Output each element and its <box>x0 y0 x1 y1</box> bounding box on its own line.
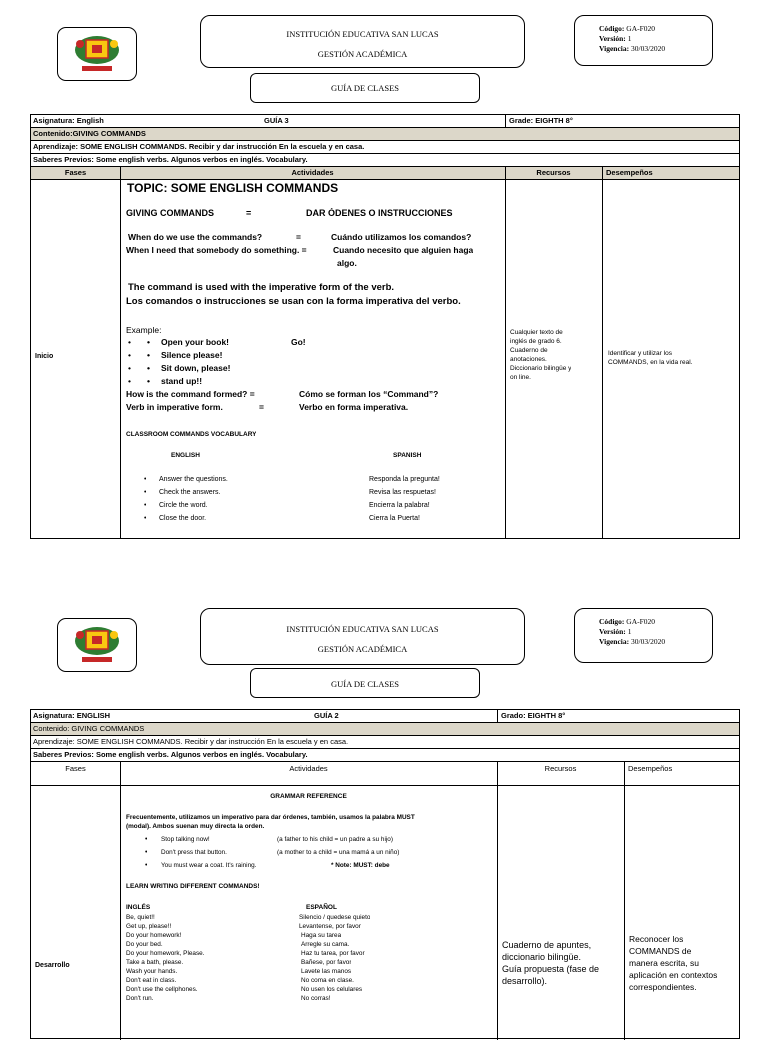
command-es: No coma en clase. <box>301 977 354 984</box>
version-value: 1 <box>627 627 632 636</box>
asignatura-row <box>31 710 739 723</box>
recursos-line: on line. <box>510 374 531 381</box>
col-desempenos: Desempeños <box>606 168 653 177</box>
codigo-label: Código: <box>599 617 625 626</box>
rule-en: The command is used with the imperative form of the verb. <box>128 282 395 293</box>
school-logo <box>57 27 137 81</box>
asignatura: Asignatura: ENGLISH <box>33 711 111 720</box>
version-value: 1 <box>627 34 632 43</box>
col-fases: Fases <box>64 168 87 177</box>
grammar-example-en: Stop talking now! <box>161 836 210 843</box>
grammar-example-es: (a mother to a child = una mamá a un niño) <box>277 849 400 856</box>
institution-name: INSTITUCIÓN EDUCATIVA SAN LUCAS <box>286 624 439 634</box>
institution-name: INSTITUCIÓN EDUCATIVA SAN LUCAS <box>286 29 439 39</box>
desempenos-line: manera escrita, su <box>629 958 699 968</box>
verb-es: Verbo en forma imperativa. <box>299 402 409 412</box>
verb-en: Verb in imperative form. <box>126 402 223 412</box>
col-actividades: Actividades <box>291 168 334 177</box>
intro-line: (modal). Ambos suenan muy directa la orden. <box>126 823 265 830</box>
guia-title: GUÍA DE CLASES <box>330 679 399 689</box>
asignatura: Asignatura: English <box>33 116 104 125</box>
guia-number: GUÍA 2 <box>314 711 339 720</box>
guia-title-box <box>250 668 480 698</box>
contenido-row: Contenido:GIVING COMMANDS <box>31 128 739 141</box>
command-es: Haz tu tarea, por favor <box>301 950 365 957</box>
institution-title-box <box>200 608 525 665</box>
asignatura-row <box>31 115 739 128</box>
desempenos-line: aplicación en contextos <box>629 970 718 980</box>
vocab-en: Close the door. <box>159 515 207 522</box>
guide-3-table: Asignatura: English GUÍA 3 Grade: EIGHTH 8° Contenido:GIVING COMMANDS Aprendizaje: SOME ENGLISH COMMANDS. Recibir y dar instrucción En la escuela y en casa. Saberes Previos: Some english verbs. Algunos verbos en inglés. Vocabulary. Fases Actividades Recursos Desempeños Inicio TOPIC: SOME ENGLISH COMMANDS GIVING COMMANDS = DAR ÓDENES O INSTRUCCIONES When do we use the commands? = Cuándo utilizamos los comandos? When I need that somebody do something. = Cuando necesito que alguien haga algo. The command is used with the imperative form of the verb. Los comandos o instrucciones se usan con la forma imperativa del verbo. Example: • Open your book! Go! • Silence please! • Sit down, please! • stand up!! • • • • How is the command formed? = Cómo se forman los “Command”? Verb in imperative form. = Verbo en forma imperativa. CLASSROOM COMMANDS VOCABULARY ENGLISH SPANISH • Answer the questions. Responda la pregunta! • Check the answers. Revisa las respuetas! • Circle the word. Encierra la palabra! • Close the door. Cierra la Puerta! Cualquier texto de inglés de grado 6. Cuaderno de anotaciones. Diccionario bilingüe y on line. Identificar y utilizar los COMMANDS, en la vida real. <box>30 114 740 539</box>
formed-es: Cómo se forman los “Command”? <box>299 389 439 399</box>
recursos-line: Diccionario bilingüe y <box>510 365 572 372</box>
grammar-example-en: Don't press that button. <box>161 849 227 856</box>
desempenos-line: COMMANDS de <box>629 946 692 956</box>
rule-es: Los comandos o instrucciones se usan con la forma imperativa del verbo. <box>126 296 461 307</box>
command-es: Bañese, por favor <box>301 959 352 966</box>
guia-title-box <box>250 73 480 103</box>
command-en: Do your homework, Please. <box>126 950 205 957</box>
example-item: • Open your book! <box>161 337 229 348</box>
codigo-value: GA-F020 <box>626 24 656 33</box>
col-desempenos: Desempeños <box>628 764 673 773</box>
command-es: No usen los celulares <box>301 986 363 993</box>
vocab-es: Responda la pregunta! <box>369 476 440 483</box>
intro-line: Frecuentemente, utilizamos un imperativo para dar órdenes, también, usamos la palabra MUST <box>126 814 415 821</box>
grade: Grado: EIGHTH 8° <box>501 711 566 720</box>
commands-col-en: INGLÉS <box>126 904 151 911</box>
question-2-es-2: algo. <box>337 258 357 268</box>
col-actividades: Actividades <box>289 764 328 773</box>
col-recursos: Recursos <box>544 764 577 773</box>
recursos-line: diccionario bilingüe. <box>502 952 582 962</box>
example-item: • Sit down, please! <box>161 363 230 374</box>
formed-en: How is the command formed? = <box>126 389 255 399</box>
aprendizaje-row: Aprendizaje: SOME ENGLISH COMMANDS. Recibir y dar instrucción En la escuela y en casa. <box>31 736 739 749</box>
vocab-en: Check the answers. <box>159 489 221 496</box>
topic-heading: TOPIC: SOME ENGLISH COMMANDS <box>127 181 339 195</box>
vigencia-value: 30/03/2020 <box>631 44 666 53</box>
command-es: Levantense, por favor <box>299 923 361 930</box>
command-en: Wash your hands. <box>126 968 178 975</box>
command-en: Be, quiet!! <box>126 914 155 921</box>
recursos-line: Cuaderno de <box>510 347 548 354</box>
recursos-line: Guía propuesta (fase de <box>502 964 600 974</box>
giving-en: GIVING COMMANDS <box>126 208 215 218</box>
giving-eq: = <box>246 208 252 218</box>
vigencia-value: 30/03/2020 <box>631 637 666 646</box>
command-en: Get up, please!! <box>126 923 172 930</box>
grammar-example-es: (a father to his child = un padre a su hijo) <box>277 836 393 843</box>
example-label: Example: <box>126 325 162 335</box>
column-header-row <box>31 762 739 786</box>
document-code-box <box>574 608 713 663</box>
command-es: No corras! <box>301 995 331 1002</box>
version-label: Versión: <box>599 34 626 43</box>
command-en: Don't use the cellphones. <box>126 986 198 993</box>
col-recursos: Recursos <box>536 168 571 177</box>
institution-title-box <box>200 15 525 68</box>
example-item: • stand up!! <box>161 376 202 387</box>
giving-es: DAR ÓDENES O INSTRUCCIONES <box>306 208 453 218</box>
grammar-example-en: You must wear a coat. It's raining. <box>161 862 257 869</box>
grammar-note: * Note: MUST: debe <box>331 862 390 869</box>
document-code-box <box>574 15 713 66</box>
desempenos-line: correspondientes. <box>629 982 697 992</box>
school-crest-icon <box>58 619 136 671</box>
school-logo <box>57 618 137 672</box>
vocab-en: Answer the questions. <box>159 476 228 483</box>
vocab-en-header: ENGLISH <box>171 452 200 459</box>
codigo-label: Código: <box>599 24 625 33</box>
grade: Grade: EIGHTH 8° <box>509 116 573 125</box>
command-en: Do your bed. <box>126 941 163 948</box>
saberes-row: Saberes Previos: Some english verbs. Algunos verbos en inglés. Vocabulary. <box>31 154 739 167</box>
desempenos-line: Identificar y utilizar los <box>608 350 672 357</box>
school-crest-icon <box>58 28 136 80</box>
command-es: Silencio / quedese quieto <box>299 914 371 921</box>
vigencia-label: Vigencia: <box>599 637 630 646</box>
fase-inicio: Inicio <box>35 353 54 360</box>
question-1-en: When do we use the commands? <box>128 232 263 242</box>
vigencia-label: Vigencia: <box>599 44 630 53</box>
vocab-es-header: SPANISH <box>393 452 422 459</box>
department-name: GESTIÓN ACADÉMICA <box>317 644 408 654</box>
department-name: GESTIÓN ACADÉMICA <box>317 49 408 59</box>
desempenos-line: Reconocer los <box>629 934 684 944</box>
contenido-row: Contenido: GIVING COMMANDS <box>31 723 739 736</box>
command-es: Arregle su cama. <box>301 941 350 948</box>
command-en: Take a bath, please. <box>126 959 184 966</box>
aprendizaje-row: Aprendizaje: SOME ENGLISH COMMANDS. Recibir y dar instrucción En la escuela y en casa. <box>31 141 739 154</box>
vocab-title: CLASSROOM COMMANDS VOCABULARY <box>126 431 257 438</box>
col-fases: Fases <box>65 764 86 773</box>
example-item: • Silence please! <box>161 350 222 361</box>
verb-eq: = <box>259 402 264 412</box>
question-2-en: When I need that somebody do something. = <box>126 245 307 255</box>
recursos-line: Cualquier texto de <box>510 329 563 336</box>
vocab-es: Encierra la palabra! <box>369 502 430 509</box>
vocab-en: Circle the word. <box>159 502 208 509</box>
fase-desarrollo: Desarrollo <box>35 962 70 969</box>
column-header-row <box>31 167 739 180</box>
commands-col-es: ESPAÑOL <box>306 904 337 911</box>
question-1-es: Cuándo utilizamos los comandos? <box>331 232 472 242</box>
saberes-row: Saberes Previos: Some english verbs. Algunos verbos en inglés. Vocabulary. <box>31 749 739 762</box>
desempenos-line: COMMANDS, en la vida real. <box>608 359 693 366</box>
codigo-value: GA-F020 <box>626 617 656 626</box>
question-2-es-1: Cuando necesito que alguien haga <box>333 245 474 255</box>
command-es: Haga su tarea <box>301 932 342 939</box>
recursos-line: anotaciones. <box>510 356 547 363</box>
example-go: Go! <box>291 337 306 347</box>
guia-number: GUÍA 3 <box>264 116 289 125</box>
command-en: Don't run. <box>126 995 154 1002</box>
command-en: Don't eat in class. <box>126 977 177 984</box>
command-en: Do your homework! <box>126 932 182 939</box>
vocab-es: Revisa las respuetas! <box>369 489 436 496</box>
learn-title: LEARN WRITING DIFFERENT COMMANDS! <box>126 883 260 890</box>
command-es: Lavete las manos <box>301 968 352 975</box>
recursos-line: desarrollo). <box>502 976 548 986</box>
grammar-title: GRAMMAR REFERENCE <box>270 793 347 800</box>
recursos-line: Cuaderno de apuntes, <box>502 940 592 950</box>
vocab-es: Cierra la Puerta! <box>369 515 420 522</box>
guide-2-table: Asignatura: ENGLISH GUÍA 2 Grado: EIGHTH 8° Contenido: GIVING COMMANDS Aprendizaje: SOME ENGLISH COMMANDS. Recibir y dar instrucción En la escuela y en casa. Saberes Previos: Some english verbs. Algunos verbos en inglés. Vocabulary. Fases Actividades Recursos Desempeños Desarrollo GRAMMAR REFERENCE Frecuentemente, utilizamos un imperativo para dar órdenes, también, usamos la palabra MUST (modal). Ambos suenan muy directa la orden. • Stop talking now! (a father to his child = un padre a su hijo) • Don't press that button. (a mother to a child = una mamá a un niño) • You must wear a coat. It's raining. * Note: MUST: debe LEARN WRITING DIFFERENT COMMANDS! INGLÉS ESPAÑOL Be, quiet!! Silencio / quedese quieto Get up, please!! Levantense, por favor Do your homework! Haga su tarea Do your bed. Arregle su cama. Do your homework, Please. Haz tu tarea, por favor Take a bath, please. Bañese, por favor Wash your hands. Lavete las manos Don't eat in class. No coma en clase. Don't use the cellphones. No usen los celulares Don't run. No corras! Cuaderno de apuntes, diccionario bilingüe. Guía propuesta (fase de desarrollo). Reconocer los COMMANDS de manera escrita, su aplicación en contextos correspondientes. <box>30 709 740 1039</box>
version-label: Versión: <box>599 627 626 636</box>
recursos-line: inglés de grado 6. <box>510 338 562 345</box>
guia-title: GUÍA DE CLASES <box>330 83 399 93</box>
question-1-eq: = <box>296 232 301 242</box>
